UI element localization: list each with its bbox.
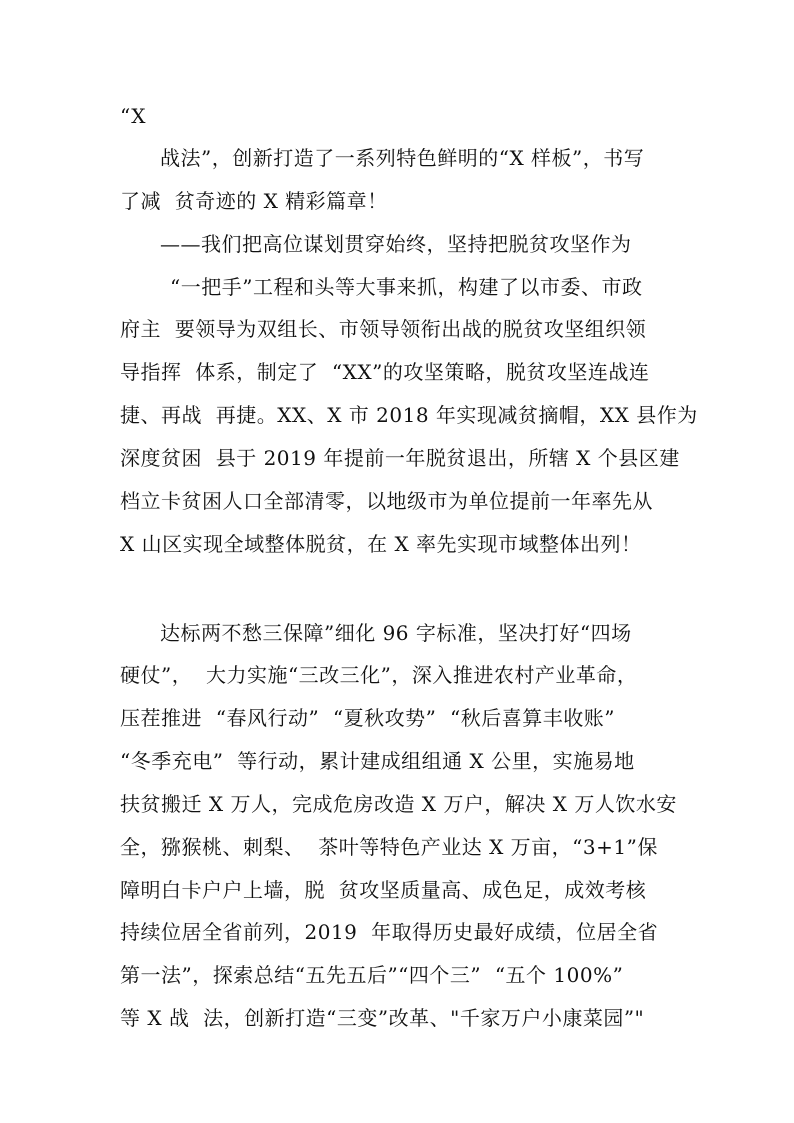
text-line-18: 障明白卡户户上墙，脱 贫攻坚质量高、成色足，成效考核 <box>120 878 647 902</box>
text-line-20: 第一法”，探索总结“五先五后”“四个三” “五个 100%” <box>120 963 624 987</box>
text-line-8: 捷、再战 再捷。XX、X 市 2018 年实现减贫摘帽，XX 县作为 <box>120 403 698 427</box>
text-line-4: ——我们把高位谋划贯穿始终，坚持把脱贫攻坚作为 <box>160 232 632 256</box>
text-line-11: X 山区实现全域整体脱贫，在 X 率先实现市域整体出列！ <box>120 532 642 556</box>
text-line-19: 持续位居全省前列，2019 年取得历史最好成绩，位居全省 <box>120 920 659 944</box>
text-line-1: “X <box>120 104 147 128</box>
text-line-13: 硬仗”， 大力实施“三改三化”，深入推进农村产业革命， <box>120 663 638 687</box>
text-line-5: “一把手”工程和头等大事来抓，构建了以市委、市政 <box>170 275 643 299</box>
text-line-7: 导指挥 体系，制定了 “XX”的攻坚策略，脱贫攻坚连战连 <box>120 360 650 384</box>
text-line-15: “冬季充电” 等行动，累计建成组组通 X 公里，实施易地 <box>120 749 635 773</box>
text-line-10: 档立卡贫困人口全部清零，以地级市为单位提前一年率先从 <box>120 489 653 513</box>
text-line-6: 府主 要领导为双组长、市领导领衔出战的脱贫攻坚组织领 <box>120 317 647 341</box>
text-line-21: 等 X 战 法，创新打造“三变”改革、"千家万户小康菜园”" <box>120 1006 645 1030</box>
text-line-16: 扶贫搬迁 X 万人，完成危房改造 X 万户，解决 X 万人饮水安 <box>120 792 677 816</box>
text-line-2: 战法”，创新打造了一系列特色鲜明的“X 样板”，书写 <box>160 146 645 170</box>
text-line-12: 达标两不愁三保障”细化 96 字标准，坚决打好“四场 <box>160 621 632 645</box>
text-line-9: 深度贫困 县于 2019 年提前一年脱贫退出，所辖 X 个县区建 <box>120 446 680 470</box>
text-line-17: 全，猕猴桃、刺梨、 茶叶等特色产业达 X 万亩，“3+1”保 <box>120 835 658 859</box>
text-line-3: 了减 贫奇迹的 X 精彩篇章！ <box>120 189 388 213</box>
text-line-14: 压茬推进 “春风行动” “夏秋攻势” “秋后喜算丰收账” <box>120 706 615 730</box>
